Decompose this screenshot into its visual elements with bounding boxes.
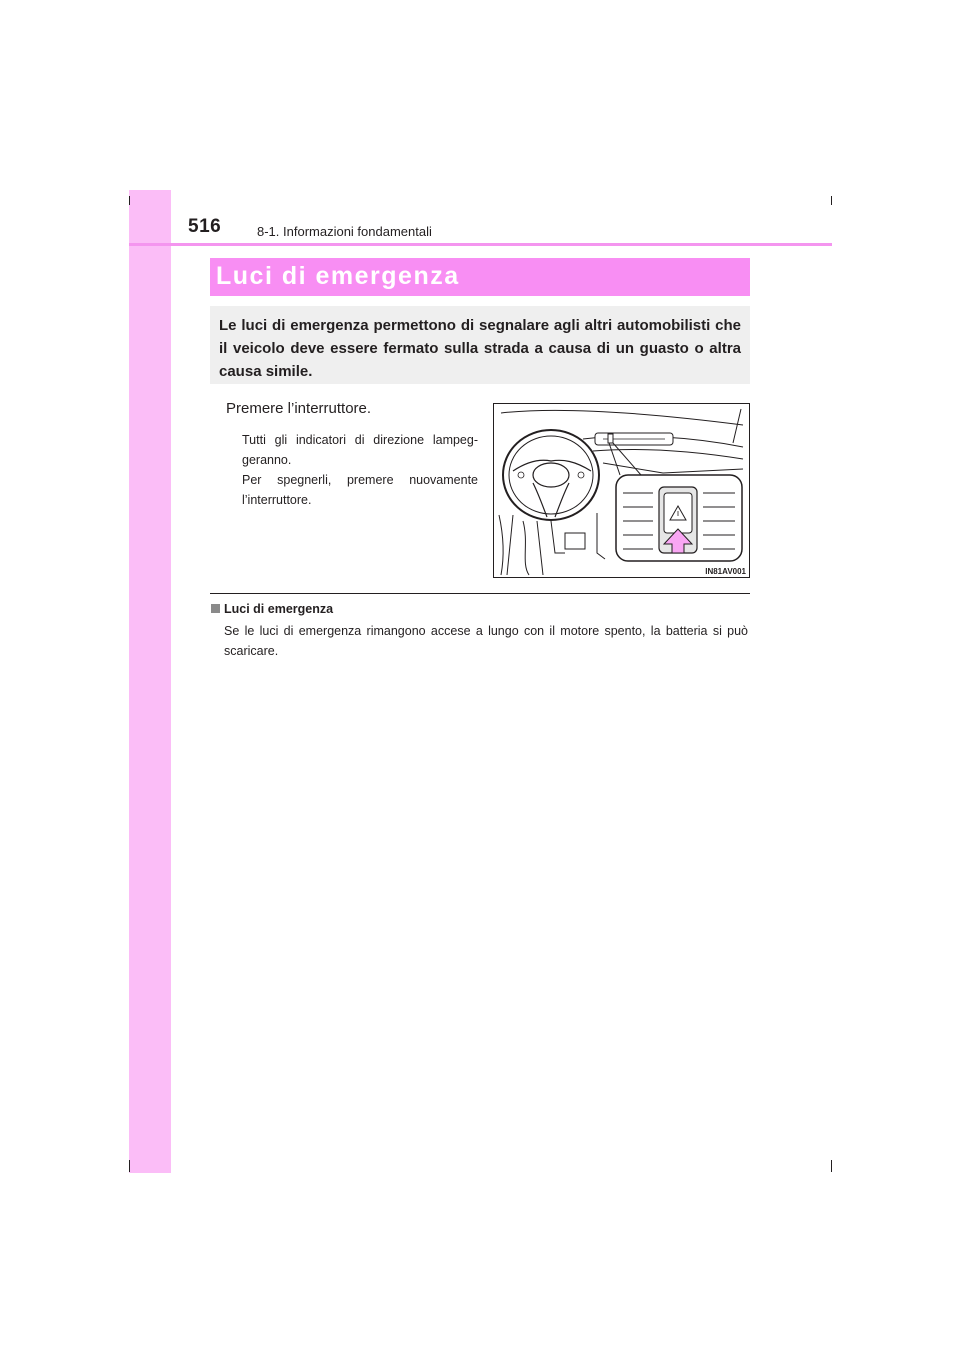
step-detail <box>242 430 478 510</box>
hazard-switch-figure <box>493 403 750 578</box>
section-divider <box>210 593 750 594</box>
page-title: Luci di emergenza <box>216 262 460 290</box>
note-square-icon <box>211 604 220 613</box>
step-detail-line: Tutti gli indicatori di direzione lampeg-geranno. <box>242 433 478 467</box>
intro-text: Le luci di emergenza permettono di segnalare agli altri automobilisti che il veicolo deve essere fermato sulla strada a causa di un guasto o altra causa simile. <box>219 317 741 380</box>
crop-mark-top-left <box>129 196 130 205</box>
step-detail-line: Per spegnerli, premere nuovamente l’interruttore. <box>242 473 478 507</box>
figure-code: IN81AV001 <box>705 567 746 576</box>
page-number: 516 <box>188 216 222 237</box>
dashboard-illustration <box>493 403 750 578</box>
side-color-bar <box>129 190 171 1173</box>
note-body: Se le luci di emergenza rimangono accese a lungo con il motore spento, la batteria si può scaricare. <box>224 624 748 658</box>
intro-box <box>210 306 750 384</box>
crop-mark-top-right <box>831 196 832 205</box>
section-label: 8-1. Informazioni fondamentali <box>257 224 432 239</box>
step-title: Premere l’interruttore. <box>226 400 372 417</box>
header-rule <box>129 243 832 246</box>
note-title: Luci di emergenza <box>224 602 334 616</box>
crop-mark-bottom-right <box>831 1160 832 1172</box>
crop-mark-bottom-left <box>129 1160 130 1172</box>
